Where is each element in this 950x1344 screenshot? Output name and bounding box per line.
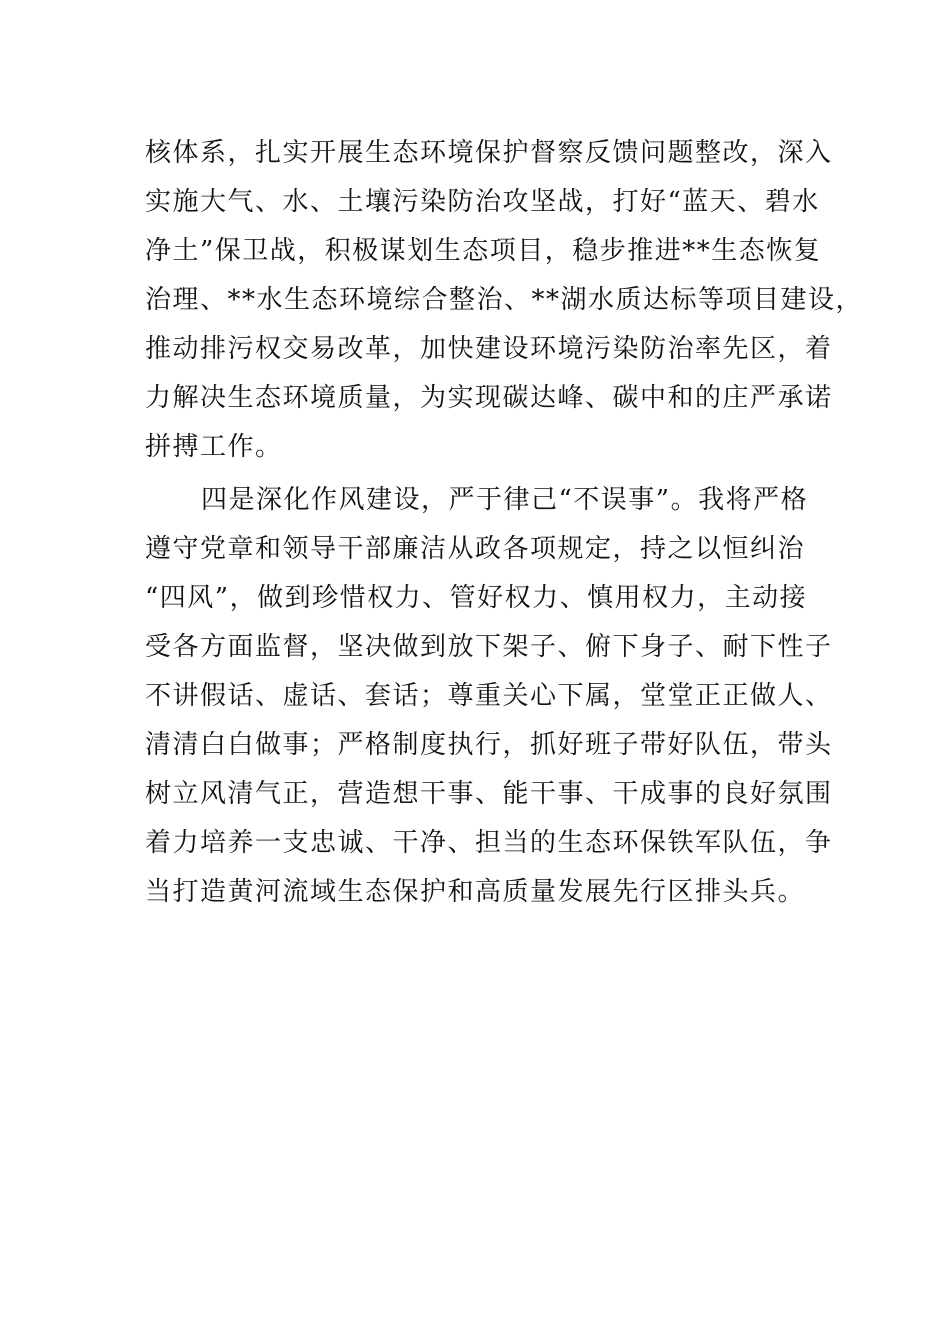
text-line-p2-3: “四风”，做到珍惜权力、管好权力、慎用权力，主动接 — [145, 583, 808, 613]
text-line-p2-9: 当打造黄河流域生态保护和高质量发展先行区排头兵。 — [145, 877, 806, 907]
text-line-p1-1: 核体系，扎实开展生态环境保护督察反馈问题整改，深入 — [145, 138, 833, 168]
text-line-p1-4: 治理、**水生态环境综合整治、**湖水质达标等项目建设， — [145, 285, 864, 315]
text-line-p2-2: 遵守党章和领导干部廉洁从政各项规定，持之以恒纠治 — [145, 534, 806, 564]
text-line-p1-5: 推动排污权交易改革，加快建设环境污染防治率先区，着 — [145, 334, 833, 364]
text-line-p2-6: 清清白白做事；严格制度执行，抓好班子带好队伍，带头 — [145, 730, 833, 760]
text-line-p2-8: 着力培养一支忠诚、干净、担当的生态环保铁军队伍，争 — [145, 828, 833, 858]
text-line-p1-7: 拼搏工作。 — [145, 432, 283, 462]
text-line-p2-7: 树立风清气正，营造想干事、能干事、干成事的良好氛围 — [145, 779, 833, 809]
text-line-p1-6: 力解决生态环境质量，为实现碳达峰、碳中和的庄严承诺 — [145, 383, 833, 413]
text-line-p2-1: 四是深化作风建设，严于律己“不误事”。我将严格 — [201, 485, 809, 515]
text-line-p1-3: 净土”保卫战，积极谋划生态项目，稳步推进**生态恢复 — [145, 236, 822, 266]
text-line-p2-4: 受各方面监督，坚决做到放下架子、俯下身子、耐下性子 — [145, 632, 833, 662]
text-line-p2-5: 不讲假话、虚话、套话；尊重关心下属，堂堂正正做人、 — [145, 681, 833, 711]
text-line-p1-2: 实施大气、水、土壤污染防治攻坚战，打好“蓝天、碧水 — [145, 187, 820, 217]
